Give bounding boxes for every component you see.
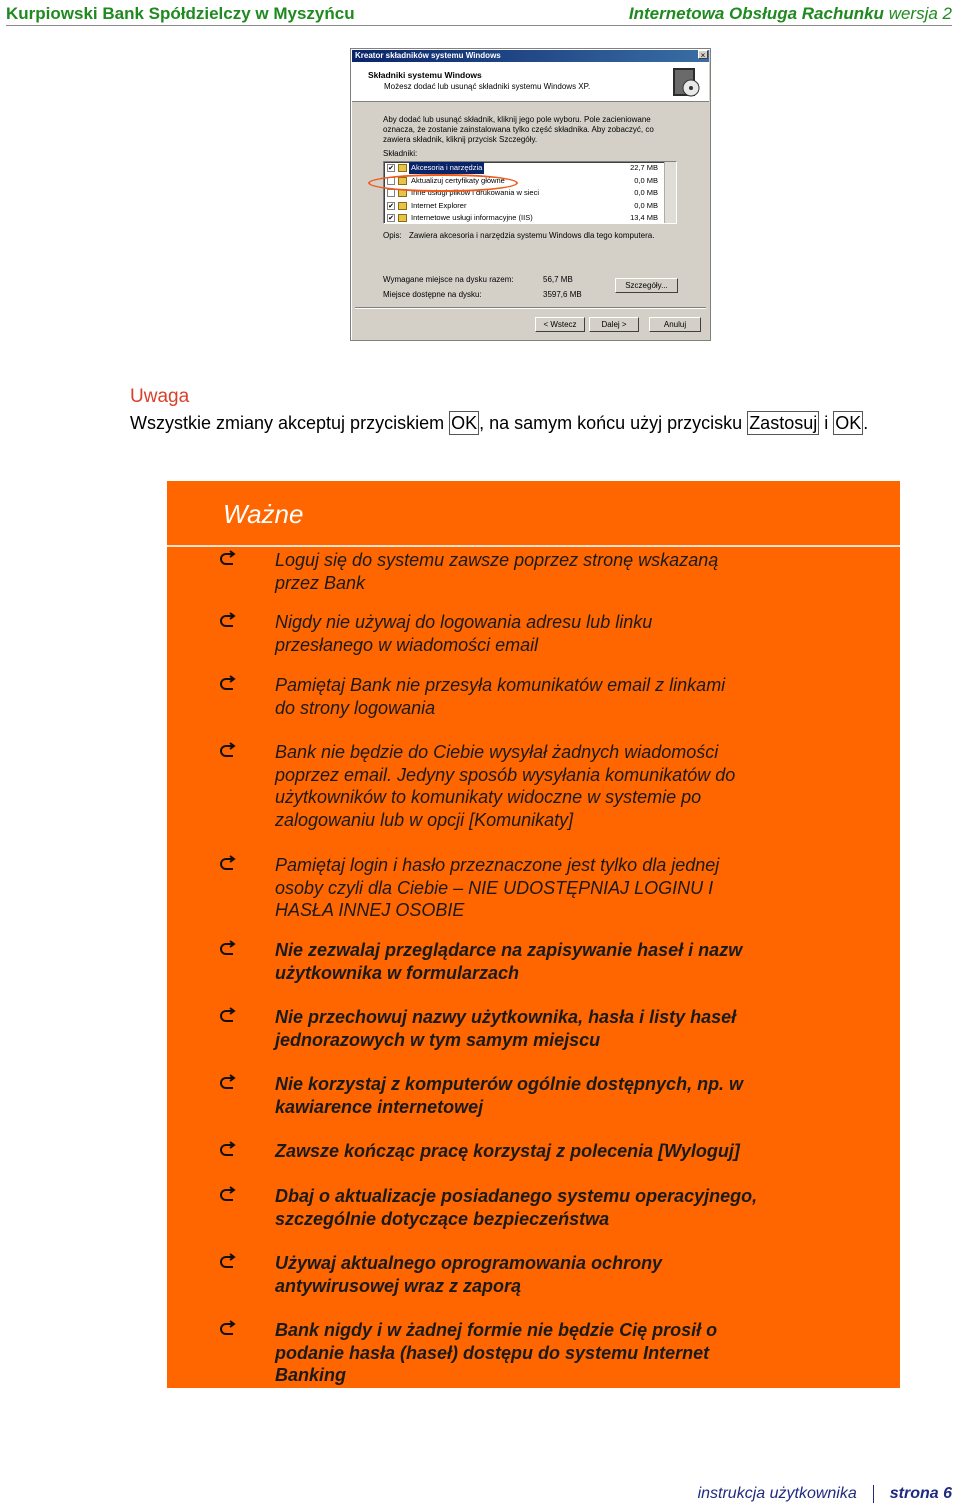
arrow-right-icon <box>219 674 237 696</box>
free-space-label: Miejsce dostępne na dysku: <box>383 290 482 299</box>
component-size: 0,0 MB <box>634 200 658 210</box>
important-divider <box>167 545 900 547</box>
components-label: Składniki: <box>383 149 418 158</box>
important-item-text <box>275 1073 835 1118</box>
checkbox[interactable]: ✔ <box>388 165 394 172</box>
component-icon <box>398 202 407 210</box>
component-size: 22,7 MB <box>630 163 658 172</box>
page-number: strona 6 <box>889 1485 952 1503</box>
item-line: zalogowaniu lub w opcji [Komunikaty] <box>275 809 574 830</box>
bank-name: Kurpiowski Bank Spółdzielczy w Myszyńcu <box>6 4 355 23</box>
arrow-right-icon <box>219 1073 237 1095</box>
apply-button-reference: Zastosuj <box>749 413 818 433</box>
note-text-part: Wszystkie zmiany akceptuj przyciskiem <box>130 413 450 433</box>
component-icon <box>398 164 407 172</box>
cancel-button[interactable]: Anuluj <box>649 317 701 332</box>
item-line: przez Bank <box>275 572 366 593</box>
dialog-subheading: Możesz dodać lub usunąć składniki systemu Windows XP. <box>384 82 591 91</box>
note-text-part: i <box>819 413 834 433</box>
item-line: użytkownika w formularzach <box>275 962 520 983</box>
component-name: Aktualizuj certyfikaty główne <box>411 175 505 185</box>
arrow-right-icon <box>219 1006 237 1028</box>
component-size: 0,0 MB <box>634 188 658 197</box>
item-line: Bank nigdy i w żadnej formie nie będzie Cię prosił o <box>275 1320 718 1340</box>
important-item-text <box>275 854 835 922</box>
item-line: szczególnie dotyczące bezpieczeństwa <box>275 1208 610 1229</box>
required-space-value: 56,7 MB <box>543 275 573 284</box>
note-text-part: . <box>863 413 869 433</box>
item-line: jednorazowych w tym samym miejscu <box>275 1029 601 1050</box>
note-text <box>130 411 868 435</box>
item-line: Banking <box>275 1365 347 1385</box>
details-button[interactable]: Szczegóły... <box>615 278 678 293</box>
component-name: Internetowe usługi informacyjne (IIS) <box>411 213 533 222</box>
important-item-text <box>275 1140 835 1163</box>
item-line: poprzez email. Jedyny sposób wysyłania komunikatów do <box>275 764 736 785</box>
document-version: wersja 2 <box>888 4 952 23</box>
arrow-right-icon <box>219 1140 237 1162</box>
components-list[interactable] <box>383 161 677 224</box>
important-title: Ważne <box>223 499 304 529</box>
dialog-title-bar: Kreator składników systemu Windows <box>352 50 709 62</box>
ok-button-reference: OK <box>835 413 862 433</box>
arrow-right-icon <box>219 1252 237 1274</box>
important-item-text <box>275 1319 835 1387</box>
important-item-text <box>275 1252 835 1297</box>
next-button[interactable]: Dalej > <box>589 317 639 332</box>
important-item-text <box>275 1006 835 1051</box>
list-item[interactable] <box>384 200 676 213</box>
component-name: Akcesoria i narzędzia <box>411 163 483 172</box>
page-header <box>6 2 952 26</box>
checkbox[interactable]: ✔ <box>388 202 394 210</box>
important-item-text <box>275 1185 835 1230</box>
footer-divider <box>873 1485 874 1503</box>
wizard-box-icon <box>667 66 703 99</box>
item-line: do strony logowania <box>275 697 436 718</box>
item-line: Dbaj o aktualizacje posiadanego systemu operacyjnego, <box>275 1186 758 1206</box>
page-footer <box>698 1485 952 1503</box>
arrow-right-icon <box>219 1319 237 1341</box>
item-line: Nigdy nie używaj do logowania adresu lub linku <box>275 612 653 632</box>
item-line: Pamiętaj Bank nie przesyła komunikatów email z linkami <box>275 675 726 695</box>
ok-button-reference: OK <box>451 413 478 433</box>
description-text: Zawiera akcesoria i narzędzia systemu Windows dla tego komputera. <box>409 231 655 240</box>
document-title <box>629 4 952 24</box>
important-item-text <box>275 674 835 719</box>
item-line: HASŁA INNEJ OSOBIE <box>275 900 465 920</box>
component-icon <box>398 214 407 222</box>
item-line: Zawsze kończąc pracę korzystaj z polecenia [Wyloguj] <box>275 1141 740 1161</box>
arrow-right-icon <box>219 1185 237 1207</box>
component-name: Inne usługi plików i drukowania w sieci <box>411 188 539 197</box>
note-title: Uwaga <box>130 386 190 407</box>
list-scrollbar[interactable] <box>664 162 676 223</box>
item-line: Bank nie będzie do Ciebie wysyłał żadnych wiadomości <box>275 742 719 762</box>
important-box <box>167 481 900 1388</box>
list-item[interactable] <box>384 212 676 224</box>
note-text-part: , na samym końcu użyj przycisku <box>479 413 748 433</box>
free-space-value: 3597,6 MB <box>543 290 582 299</box>
dialog-header <box>352 62 709 102</box>
list-item[interactable] <box>384 162 676 175</box>
important-item-text <box>275 611 835 656</box>
windows-components-dialog <box>350 48 711 341</box>
footer-label: instrukcja użytkownika <box>697 1485 857 1503</box>
arrow-right-icon <box>219 611 237 633</box>
arrow-right-icon <box>219 741 237 763</box>
document-title-text: Internetowa Obsługa Rachunku <box>628 4 884 23</box>
item-line: Nie zezwalaj przeglądarce na zapisywanie haseł i nazw <box>275 940 743 960</box>
important-item-text <box>275 741 835 831</box>
item-line: antywirusowej wraz z zaporą <box>275 1275 522 1296</box>
arrow-right-icon <box>219 549 237 571</box>
component-name: Internet Explorer <box>411 200 467 210</box>
checkbox[interactable] <box>387 189 395 197</box>
dialog-heading: Składniki systemu Windows <box>368 70 482 80</box>
checkbox[interactable]: ✔ <box>388 215 394 222</box>
back-button[interactable]: < Wstecz <box>535 317 585 332</box>
item-line: Nie korzystaj z komputerów ogólnie dostępnych, np. w <box>275 1074 744 1094</box>
item-line: podanie hasła (haseł) dostępu do systemu Internet <box>275 1342 710 1363</box>
item-line: Pamiętaj login i hasło przeznaczone jest tylko dla jednej <box>275 855 720 875</box>
item-line: przesłanego w wiadomości email <box>275 634 539 655</box>
item-line: Nie przechowuj nazwy użytkownika, hasła i listy haseł <box>275 1007 737 1027</box>
required-space-label: Wymagane miejsce na dysku razem: <box>383 275 514 284</box>
component-size: 0,0 MB <box>634 175 658 185</box>
component-size: 13,4 MB <box>630 213 658 222</box>
item-line: użytkowników to komunikaty widoczne w systemie po <box>275 787 702 807</box>
item-line: Używaj aktualnego oprogramowania ochrony <box>275 1253 663 1273</box>
important-item-text <box>275 549 835 594</box>
item-line: Loguj się do systemu zawsze poprzez stronę wskazaną <box>275 550 719 570</box>
dialog-divider <box>355 307 706 309</box>
arrow-right-icon <box>219 939 237 961</box>
description-label: Opis: <box>383 231 402 240</box>
highlight-annotation <box>368 174 518 192</box>
important-item-text <box>275 939 835 984</box>
item-line: osoby czyli dla Ciebie – NIE UDOSTĘPNIAJ LOGINU I <box>275 877 714 898</box>
arrow-right-icon <box>219 854 237 876</box>
close-icon[interactable]: × <box>698 50 708 59</box>
dialog-description: Aby dodać lub usunąć składnik, kliknij jego pole wyboru. Pole zacieniowane oznacza, że zostanie zainstalowana tylko część składnika. Aby zobaczyć, co zawiera składnik, kliknij przycisk Szczegóły. <box>383 115 654 144</box>
item-line: kawiarence internetowej <box>275 1096 484 1117</box>
